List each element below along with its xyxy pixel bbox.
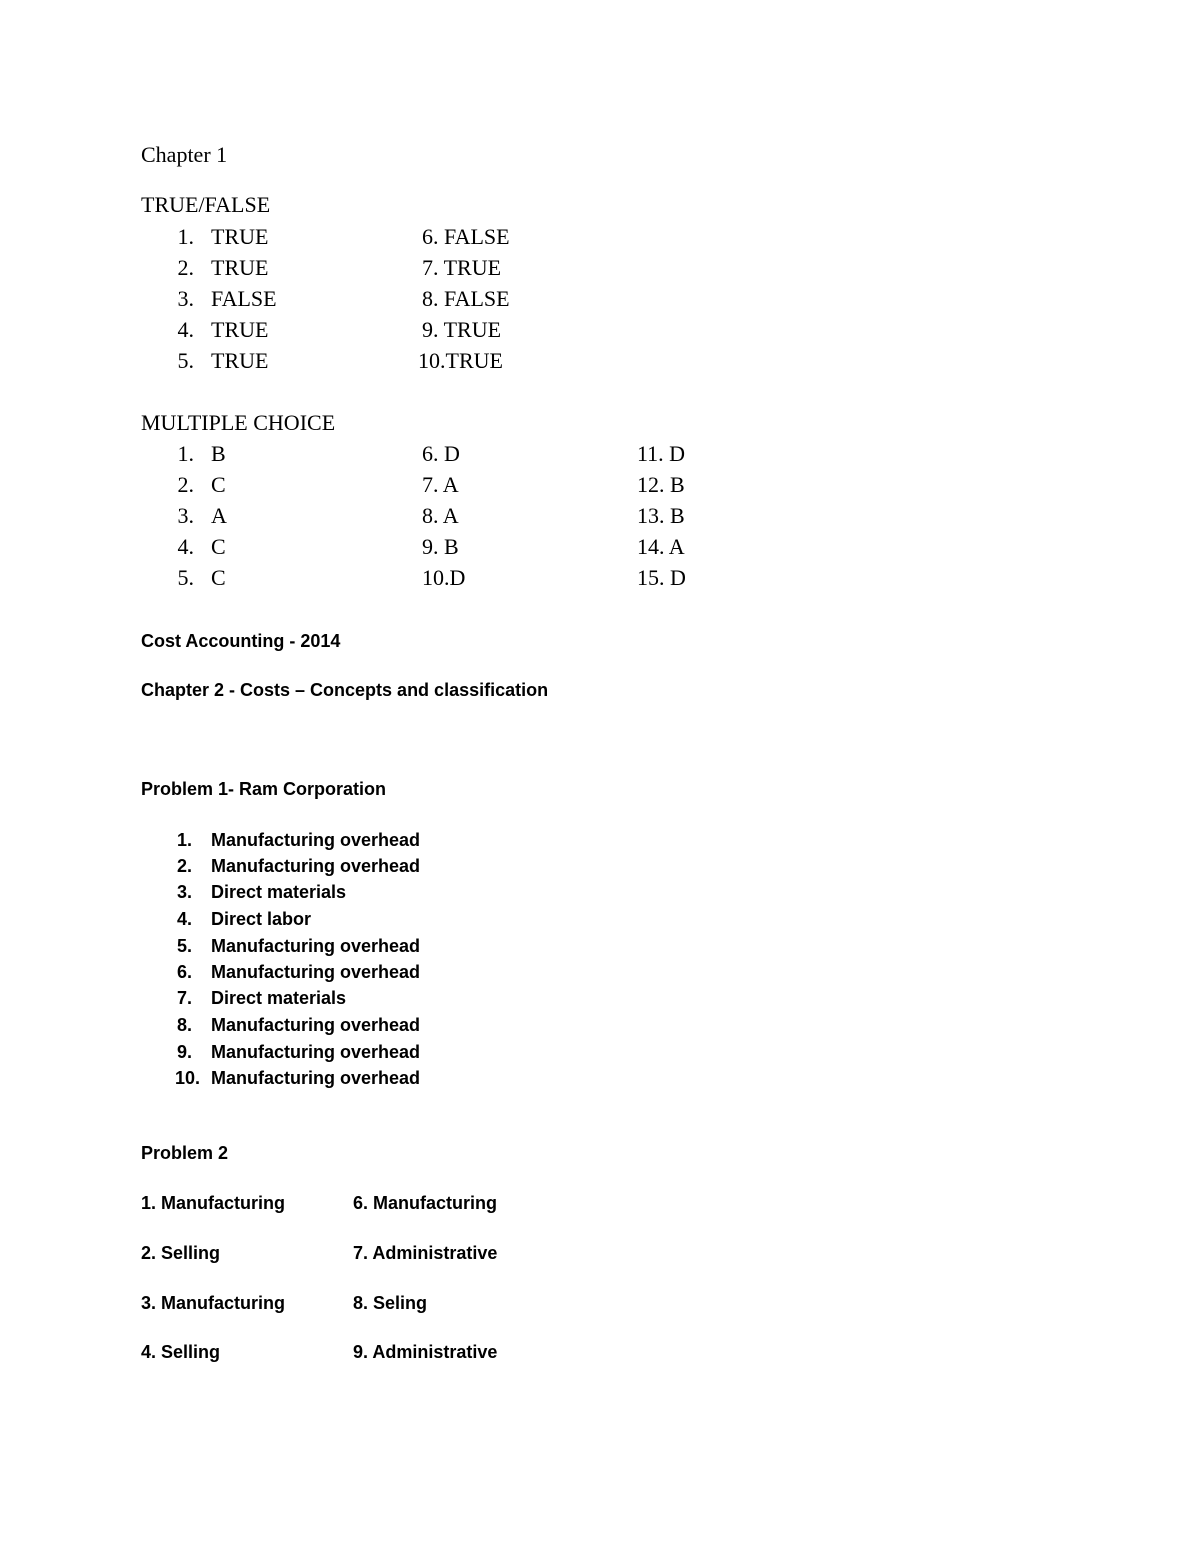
answer-value: FALSE — [211, 286, 277, 311]
answer-row — [0, 257, 1200, 283]
answer-value: 10.D — [422, 565, 466, 590]
answer-value: 7. A — [422, 472, 459, 497]
chapter-2-title: Chapter 2 - Costs – Concepts and classification — [141, 680, 549, 700]
answer-value: TRUE — [211, 348, 269, 373]
answer-value: C — [211, 472, 226, 497]
answer-value: TRUE — [211, 317, 269, 342]
answer-value: A — [211, 503, 227, 528]
item-value: Manufacturing overhead — [211, 856, 421, 876]
item-value: Direct materials — [211, 988, 347, 1008]
list-item — [0, 1069, 1200, 1095]
answer-value: 6. D — [422, 441, 460, 466]
answer-value: 11. D — [637, 441, 686, 466]
answer-value: C — [211, 534, 226, 559]
item-number: 3. — [176, 882, 192, 902]
answer-value: 14. A — [637, 534, 685, 559]
answer-row — [0, 226, 1200, 252]
item-number: 5. — [177, 565, 194, 590]
item-value: Manufacturing overhead — [211, 1042, 421, 1062]
list-item — [0, 963, 1200, 989]
item-value: 9. Administrative — [353, 1342, 498, 1362]
list-item — [0, 1294, 1200, 1320]
answer-value: 13. B — [637, 503, 685, 528]
item-value: 1. Manufacturing — [141, 1193, 286, 1213]
item-value: 2. Selling — [141, 1243, 221, 1263]
item-number: 1. — [176, 830, 192, 850]
item-number: 10. — [174, 1068, 200, 1088]
answer-value: B — [211, 441, 226, 466]
item-value: Direct materials — [211, 882, 347, 902]
multiple-choice-heading: MULTIPLE CHOICE — [141, 410, 336, 435]
item-value: 4. Selling — [141, 1342, 221, 1362]
answer-row — [0, 443, 1200, 469]
item-value: Manufacturing overhead — [211, 936, 421, 956]
answer-row — [0, 350, 1200, 376]
item-number: 9. — [176, 1042, 192, 1062]
item-value: 6. Manufacturing — [353, 1193, 498, 1213]
list-item — [0, 857, 1200, 883]
item-number: 4. — [176, 909, 192, 929]
list-item — [0, 1016, 1200, 1042]
list-item — [0, 937, 1200, 963]
answer-row — [0, 567, 1200, 593]
list-item — [0, 1043, 1200, 1069]
item-number: 5. — [176, 936, 192, 956]
item-number: 1. — [177, 441, 194, 466]
answer-row — [0, 536, 1200, 562]
item-value: Manufacturing overhead — [211, 830, 421, 850]
answer-value: 8. A — [422, 503, 459, 528]
item-value: 8. Seling — [353, 1293, 428, 1313]
answer-row — [0, 505, 1200, 531]
item-number: 2. — [176, 856, 192, 876]
list-item — [0, 883, 1200, 909]
item-number: 3. — [177, 503, 194, 528]
course-title: Cost Accounting - 2014 — [141, 631, 341, 651]
answer-value: 15. D — [637, 565, 686, 590]
item-number: 5. — [177, 348, 194, 373]
item-number: 3. — [177, 286, 194, 311]
item-value: 3. Manufacturing — [141, 1293, 286, 1313]
item-number: 6. — [176, 962, 192, 982]
chapter-1-title: Chapter 1 — [141, 142, 228, 167]
item-value: Manufacturing overhead — [211, 962, 421, 982]
answer-row — [0, 474, 1200, 500]
answer-row — [0, 288, 1200, 314]
answer-value: TRUE — [211, 224, 269, 249]
item-value: Manufacturing overhead — [211, 1015, 421, 1035]
list-item — [0, 910, 1200, 936]
item-value: Direct labor — [211, 909, 312, 929]
list-item — [0, 1343, 1200, 1369]
item-number: 7. — [176, 988, 192, 1008]
item-number: 1. — [177, 224, 194, 249]
item-number: 2. — [177, 255, 194, 280]
answer-value: 8. FALSE — [422, 286, 510, 311]
item-value: 7. Administrative — [353, 1243, 498, 1263]
answer-value: 9. TRUE — [422, 317, 502, 342]
answer-value: 12. B — [637, 472, 685, 497]
answer-value: 7. TRUE — [422, 255, 502, 280]
answer-value: 9. B — [422, 534, 459, 559]
item-number: 4. — [177, 534, 194, 559]
answer-value: TRUE — [211, 255, 269, 280]
item-number: 8. — [176, 1015, 192, 1035]
answer-value: C — [211, 565, 226, 590]
answer-value: 10.TRUE — [418, 348, 503, 373]
item-value: Manufacturing overhead — [211, 1068, 421, 1088]
list-item — [0, 831, 1200, 857]
item-number: 4. — [177, 317, 194, 342]
true-false-heading: TRUE/FALSE — [141, 192, 271, 217]
answer-value: 6. FALSE — [422, 224, 510, 249]
answer-row — [0, 319, 1200, 345]
list-item — [0, 1194, 1200, 1220]
list-item — [0, 1244, 1200, 1270]
problem-1-title: Problem 1- Ram Corporation — [141, 779, 387, 799]
problem-2-title: Problem 2 — [141, 1143, 229, 1163]
list-item — [0, 989, 1200, 1015]
item-number: 2. — [177, 472, 194, 497]
